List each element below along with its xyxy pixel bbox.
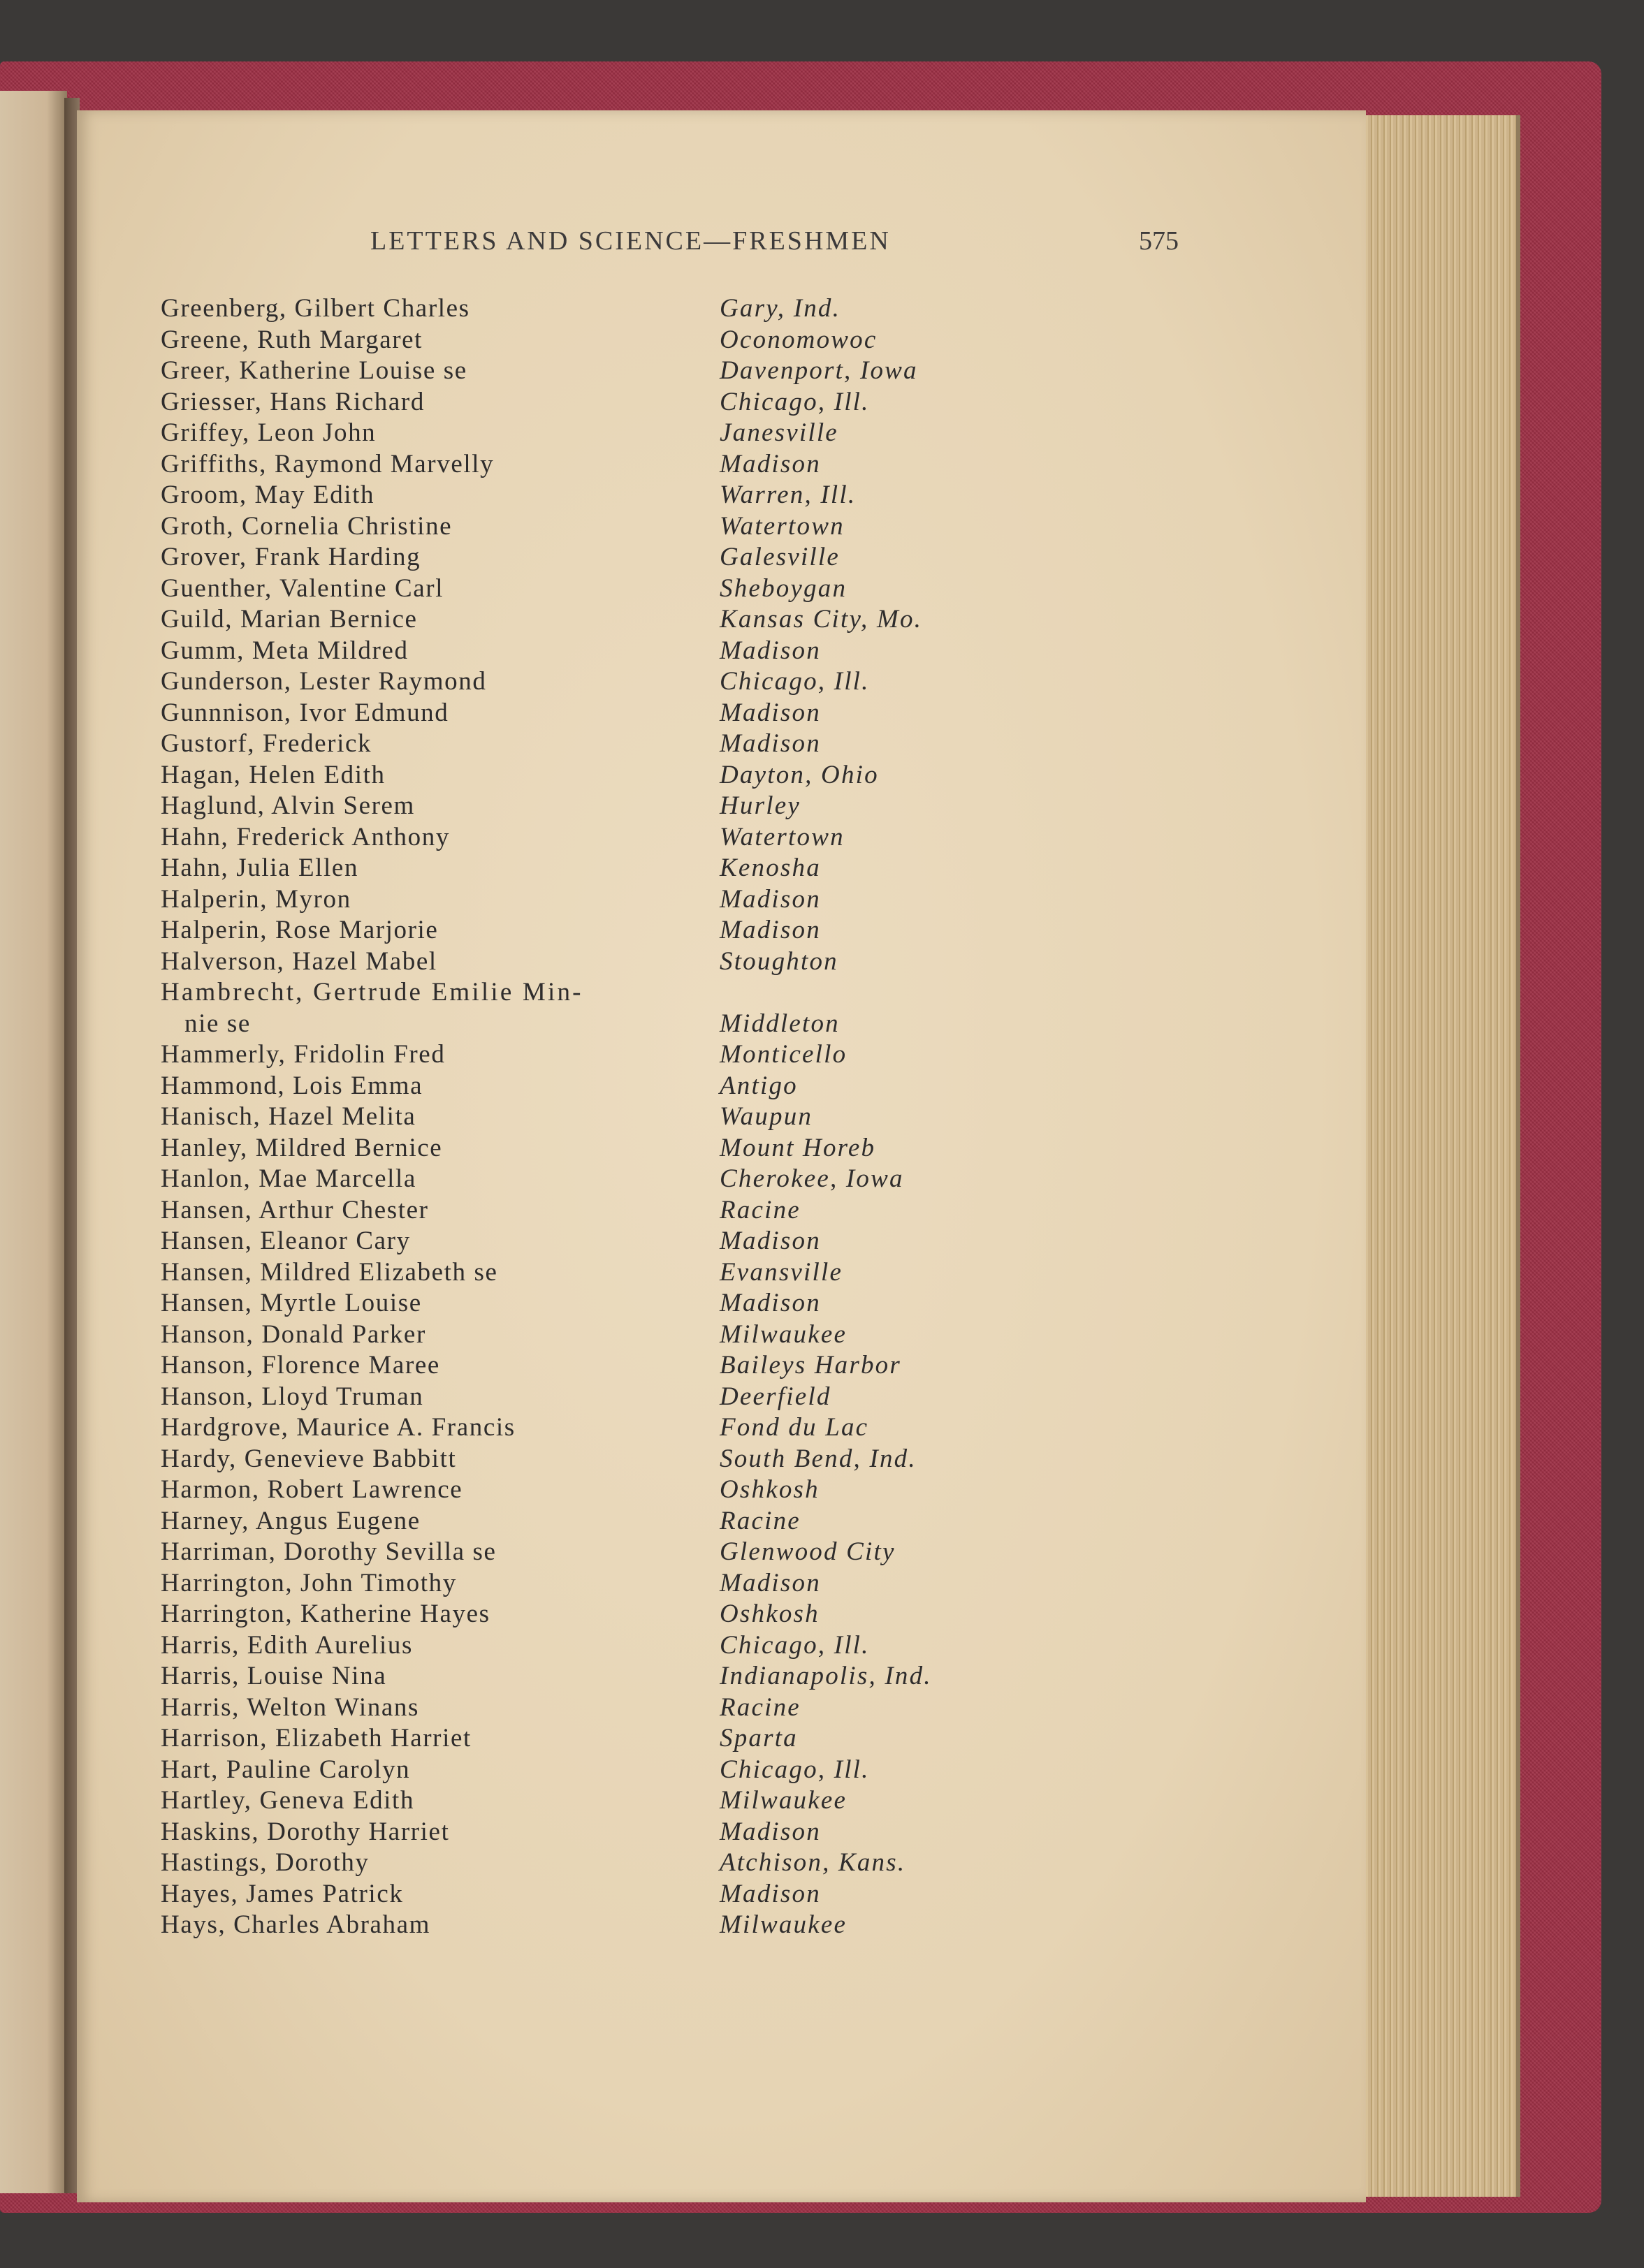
student-name: Griffiths, Raymond Marvelly (161, 449, 495, 478)
student-name: Hanlon, Mae Marcella (161, 1164, 416, 1193)
list-item (161, 666, 1153, 698)
list-item (161, 946, 1153, 978)
student-name: Harris, Edith Aurelius (161, 1630, 413, 1660)
hometown: Racine (720, 1692, 801, 1722)
student-name: Grover, Frank Harding (161, 543, 421, 571)
student-name: Hansen, Arthur Chester (161, 1195, 429, 1224)
student-name: Hartley, Geneva Edith (161, 1786, 415, 1815)
hometown: Sparta (720, 1724, 798, 1753)
hometown: Sheboygan (720, 573, 848, 603)
hometown: Chicago, Ill. (720, 1755, 870, 1784)
page-number: 575 (1139, 226, 1179, 256)
student-name: Haglund, Alvin Serem (161, 791, 415, 820)
student-name: Hardy, Genevieve Babbitt (161, 1444, 457, 1473)
student-name: Hagan, Helen Edith (161, 760, 386, 789)
list-item (161, 449, 1153, 481)
list-item (161, 1102, 1153, 1133)
student-name: Harmon, Robert Lawrence (161, 1475, 463, 1504)
hometown: Oshkosh (720, 1475, 820, 1504)
student-name: Griesser, Hans Richard (161, 387, 425, 416)
list-item (161, 418, 1153, 449)
list-item (161, 1350, 1153, 1382)
list-item (161, 1412, 1153, 1444)
list-item (161, 853, 1153, 884)
hometown: Evansville (720, 1257, 843, 1287)
page-edges (1355, 115, 1520, 2197)
hometown: Oshkosh (720, 1600, 820, 1628)
student-name: Hardgrove, Maurice A. Francis (161, 1413, 516, 1442)
hometown: Madison (720, 884, 821, 914)
hometown: Chicago, Ill. (720, 1630, 870, 1660)
hometown: Warren, Ill. (720, 481, 857, 509)
list-item (161, 1475, 1153, 1506)
list-item (161, 1568, 1153, 1600)
list-item (161, 1848, 1153, 1879)
hometown: Madison (720, 698, 821, 727)
student-name: Hambrecht, Gertrude Emilie Min- (161, 978, 583, 1007)
student-name: Harrington, Katherine Hayes (161, 1600, 490, 1628)
hometown: Chicago, Ill. (720, 387, 870, 416)
list-item (161, 356, 1153, 387)
list-item (161, 1630, 1153, 1662)
student-name-continued: nie se (184, 1009, 251, 1038)
hometown: Cherokee, Iowa (720, 1164, 904, 1193)
hometown: Racine (720, 1195, 801, 1224)
list-item (161, 636, 1153, 667)
hometown: Madison (720, 729, 821, 758)
list-item (161, 1288, 1153, 1319)
hometown: Madison (720, 1568, 821, 1597)
list-item (161, 1319, 1153, 1351)
list-item (161, 1071, 1153, 1102)
student-name: Groth, Cornelia Christine (161, 511, 453, 541)
hometown: Madison (720, 1879, 821, 1908)
list-item (161, 325, 1153, 356)
student-name: Halverson, Hazel Mabel (161, 946, 437, 976)
hometown: Dayton, Ohio (720, 760, 879, 789)
left-page-edge (0, 91, 67, 2193)
hometown: Madison (720, 449, 821, 478)
student-name: Hayes, James Patrick (161, 1879, 404, 1908)
list-item (161, 760, 1153, 791)
list-item (161, 542, 1153, 573)
hometown: Gary, Ind. (720, 294, 841, 323)
student-name: Hahn, Frederick Anthony (161, 822, 450, 851)
student-name: Halperin, Rose Marjorie (161, 916, 439, 944)
list-item (161, 698, 1153, 729)
hometown: Fond du Lac (720, 1413, 869, 1442)
student-name: Hanson, Donald Parker (161, 1319, 426, 1349)
student-name: Harney, Angus Eugene (161, 1506, 421, 1535)
list-item (161, 387, 1153, 418)
entries-group-before (161, 293, 1153, 977)
hometown: Madison (720, 636, 821, 665)
list-item (161, 1755, 1153, 1786)
student-name: Harris, Louise Nina (161, 1662, 387, 1690)
page-header-title: LETTERS AND SCIENCE—FRESHMEN (370, 226, 891, 256)
student-name: Hays, Charles Abraham (161, 1910, 431, 1939)
hometown: Janesville (720, 418, 838, 447)
student-name: Hansen, Mildred Elizabeth se (161, 1257, 498, 1287)
hometown: Milwaukee (720, 1319, 848, 1349)
student-name: Hammond, Lois Emma (161, 1071, 423, 1100)
list-item (161, 884, 1153, 916)
student-name: Guenther, Valentine Carl (161, 573, 444, 603)
student-name: Harris, Welton Winans (161, 1692, 419, 1722)
student-list (161, 293, 1153, 1941)
list-item (161, 1133, 1153, 1164)
student-name: Hanson, Lloyd Truman (161, 1382, 424, 1411)
list-item (161, 1195, 1153, 1227)
list-item (161, 1226, 1153, 1257)
hometown: Indianapolis, Ind. (720, 1662, 932, 1690)
hometown: Madison (720, 1289, 821, 1317)
hometown: Watertown (720, 511, 845, 541)
student-name: Hansen, Myrtle Louise (161, 1289, 422, 1317)
hometown: Monticello (720, 1040, 848, 1069)
student-name: Harriman, Dorothy Sevilla se (161, 1537, 497, 1566)
hometown: Baileys Harbor (720, 1351, 901, 1380)
student-name: Hammerly, Fridolin Fred (161, 1040, 446, 1069)
list-item (161, 1692, 1153, 1724)
hometown: Madison (720, 1227, 821, 1255)
hometown: Milwaukee (720, 1910, 848, 1939)
hometown: Waupun (720, 1102, 813, 1131)
student-name: Harrison, Elizabeth Harriet (161, 1724, 472, 1753)
list-item (161, 1910, 1153, 1941)
list-item (161, 1785, 1153, 1817)
hometown: Hurley (720, 791, 801, 820)
list-item (161, 1039, 1153, 1071)
student-name: Griffey, Leon John (161, 418, 377, 447)
hometown: South Bend, Ind. (720, 1444, 917, 1473)
list-item (161, 915, 1153, 946)
list-item (161, 1257, 1153, 1289)
hometown: Glenwood City (720, 1537, 896, 1566)
student-name: Hanisch, Hazel Melita (161, 1102, 416, 1131)
hometown: Davenport, Iowa (720, 356, 918, 385)
hometown: Galesville (720, 543, 841, 571)
student-name: Gumm, Meta Mildred (161, 636, 409, 665)
student-name: Hanson, Florence Maree (161, 1351, 440, 1380)
list-item (161, 1723, 1153, 1755)
list-item (161, 1382, 1153, 1413)
student-name: Gunnnison, Ivor Edmund (161, 698, 449, 727)
list-item (161, 511, 1153, 543)
hometown: Antigo (720, 1071, 798, 1100)
hometown: Mount Horeb (720, 1133, 876, 1162)
list-item (161, 1817, 1153, 1848)
list-item (161, 977, 1153, 1039)
student-name: Greene, Ruth Margaret (161, 325, 423, 354)
list-item (161, 822, 1153, 854)
student-name: Greenberg, Gilbert Charles (161, 294, 470, 323)
list-item (161, 1444, 1153, 1475)
hometown: Stoughton (720, 946, 838, 976)
student-name: Gunderson, Lester Raymond (161, 667, 487, 696)
student-name: Guild, Marian Bernice (161, 605, 418, 634)
student-name: Haskins, Dorothy Harriet (161, 1817, 450, 1846)
hometown: Kenosha (720, 854, 821, 882)
hometown: Middleton (720, 1009, 840, 1038)
entries-group-after (161, 1039, 1153, 1941)
student-name: Hanley, Mildred Bernice (161, 1133, 443, 1162)
list-item (161, 604, 1153, 636)
student-name: Hahn, Julia Ellen (161, 854, 359, 882)
list-item (161, 1537, 1153, 1568)
hometown: Watertown (720, 822, 845, 851)
student-name: Hart, Pauline Carolyn (161, 1755, 411, 1784)
hometown: Madison (720, 1817, 821, 1846)
list-item (161, 480, 1153, 511)
list-item (161, 1506, 1153, 1537)
student-name: Greer, Katherine Louise se (161, 356, 467, 385)
hometown: Milwaukee (720, 1786, 848, 1815)
student-name: Gustorf, Frederick (161, 729, 372, 758)
list-item (161, 1879, 1153, 1910)
student-name: Hansen, Eleanor Cary (161, 1227, 411, 1255)
list-item (161, 1164, 1153, 1195)
document-page (77, 110, 1366, 2202)
list-item (161, 293, 1153, 325)
hometown: Racine (720, 1506, 801, 1535)
hometown: Madison (720, 916, 821, 944)
student-name: Harrington, John Timothy (161, 1568, 457, 1597)
student-name: Groom, May Edith (161, 481, 375, 509)
list-item (161, 791, 1153, 822)
list-item (161, 573, 1153, 605)
student-name: Halperin, Myron (161, 884, 351, 914)
hometown: Oconomowoc (720, 325, 878, 354)
hometown: Atchison, Kans. (720, 1848, 906, 1877)
list-item (161, 1599, 1153, 1630)
student-name: Hastings, Dorothy (161, 1848, 370, 1877)
list-item (161, 1661, 1153, 1692)
hometown: Chicago, Ill. (720, 667, 870, 696)
list-item (161, 729, 1153, 760)
hometown: Kansas City, Mo. (720, 605, 923, 634)
hometown: Deerfield (720, 1382, 831, 1411)
